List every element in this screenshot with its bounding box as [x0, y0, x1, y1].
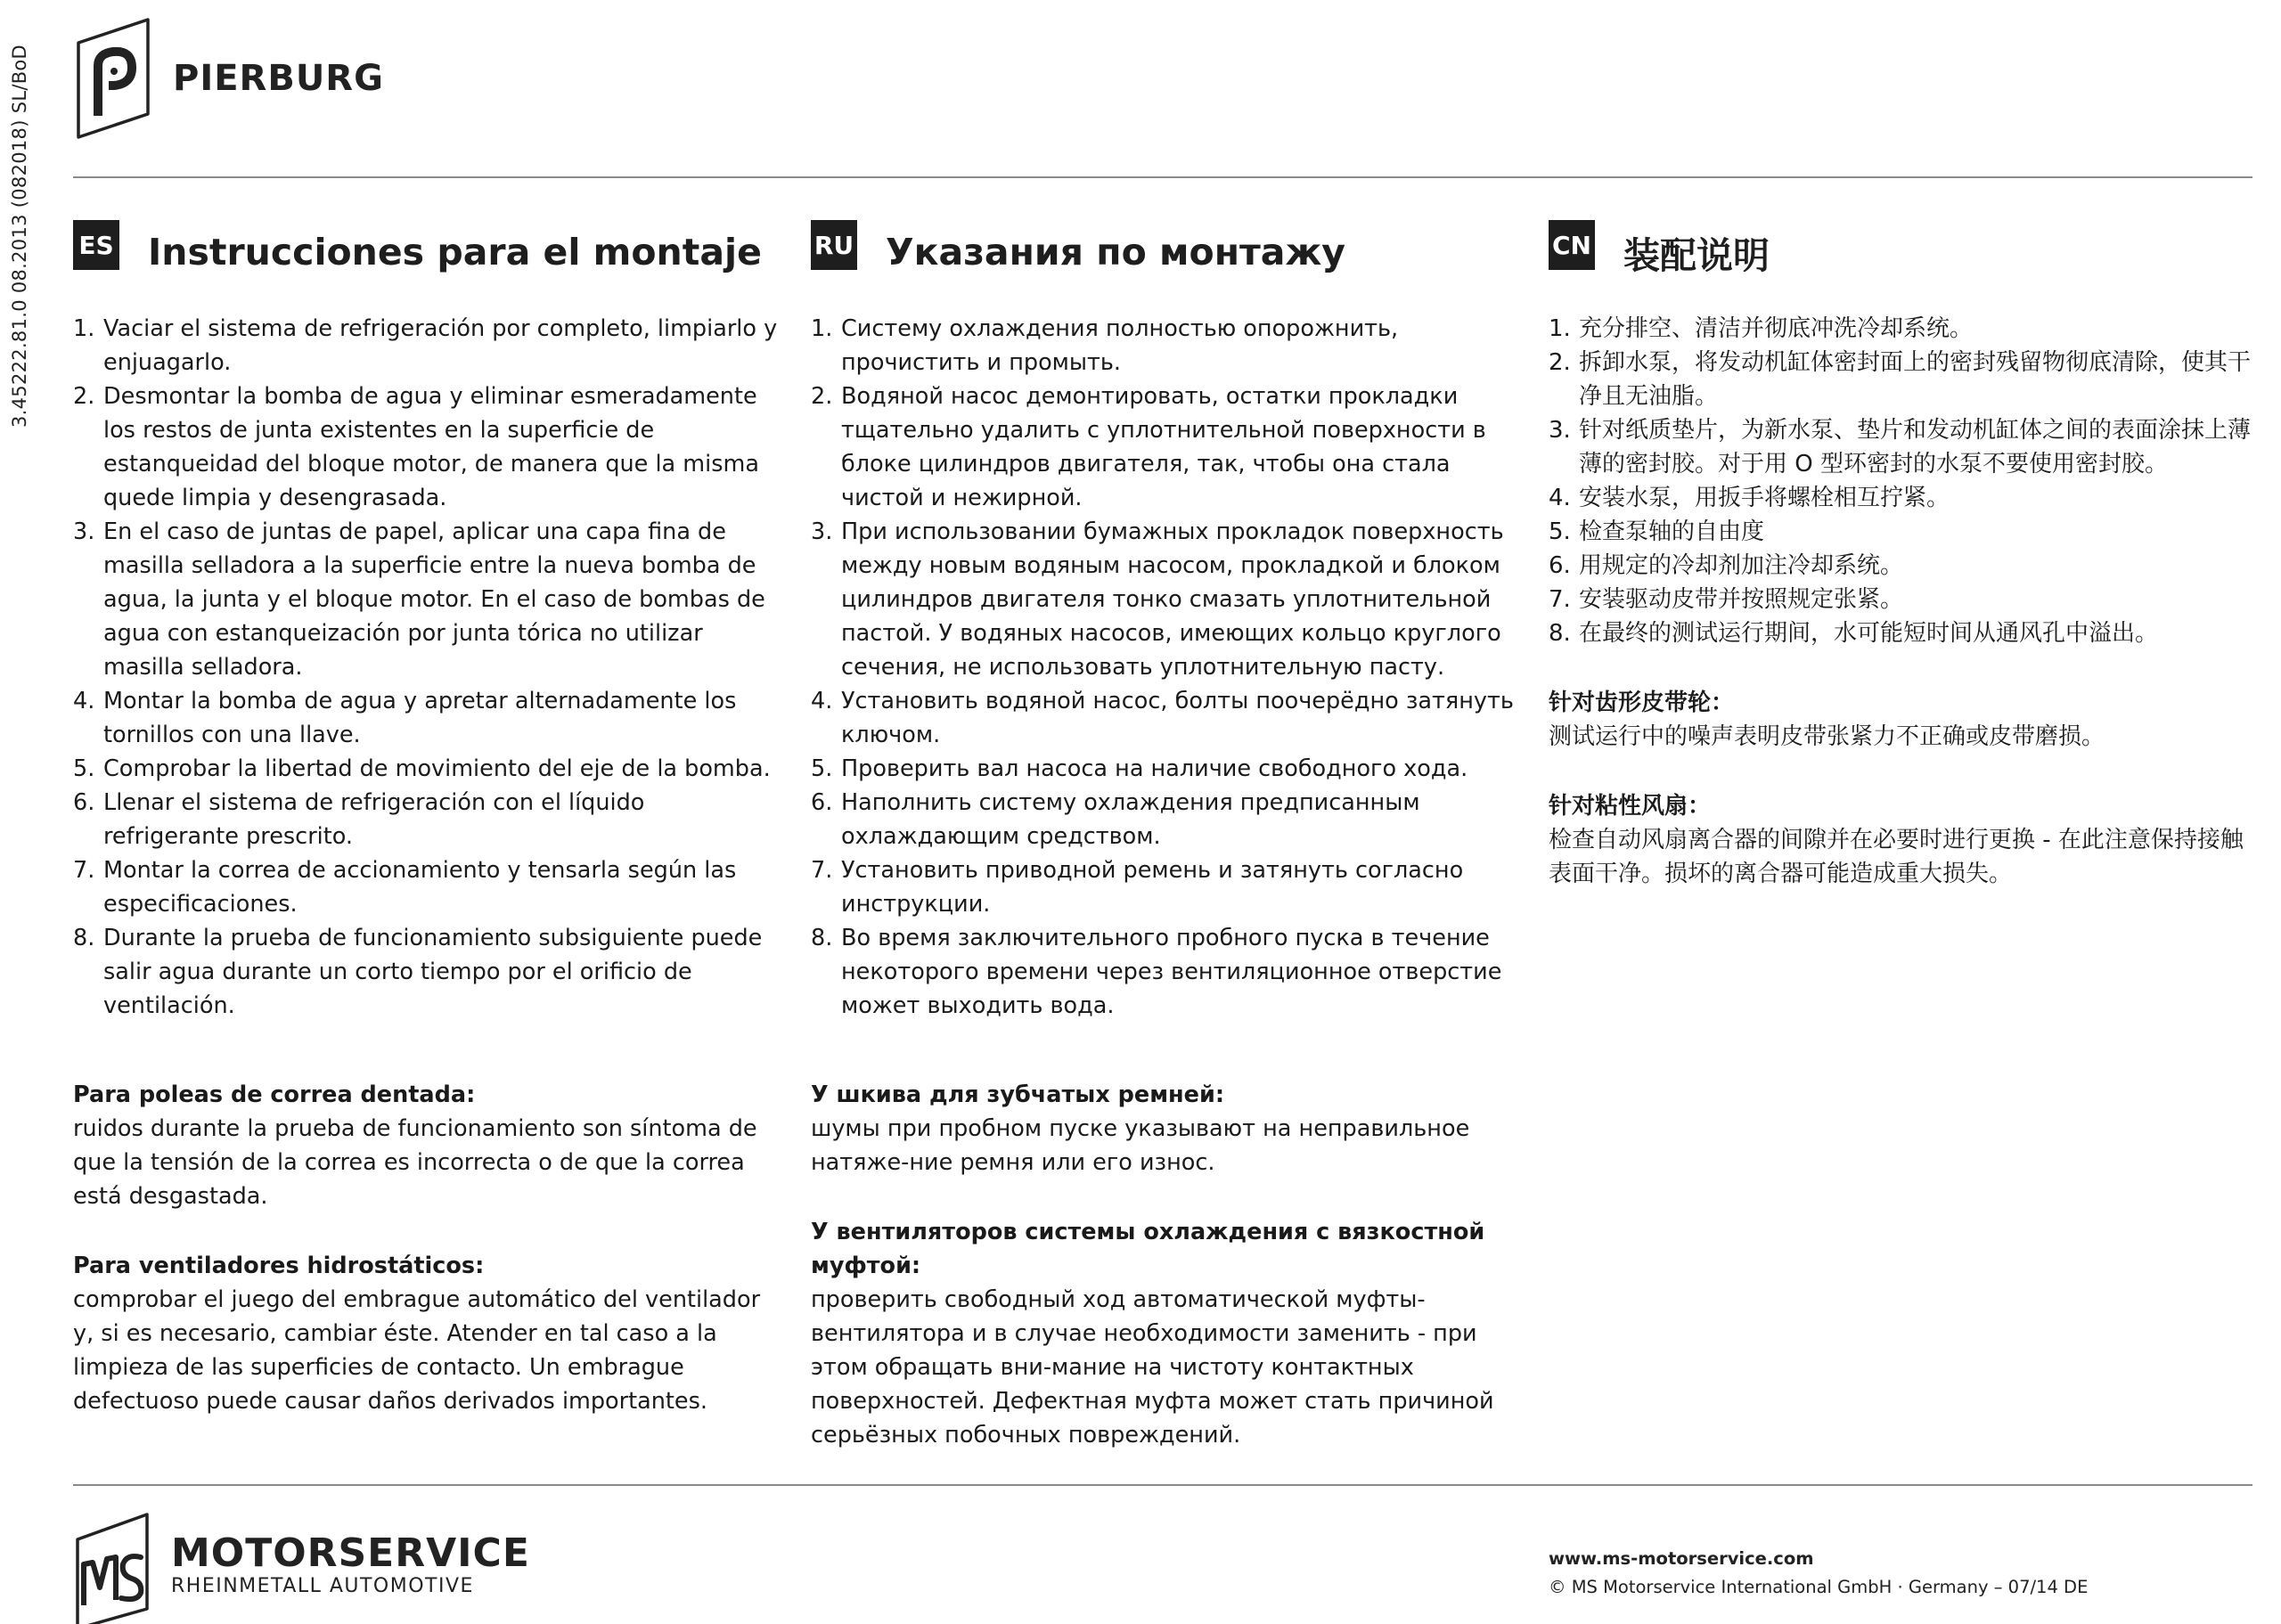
steps-list: [1549, 312, 2261, 650]
language-badge: RU: [811, 220, 857, 270]
column-cn: [1549, 214, 2261, 891]
step-item: 2. Desmontar la bomba de agua y eliminar esmeradamente los restos de junta existentes en la superficie de estanqueidad del bloque motor, de manera que la misma quede limpia y desengrasada.: [73, 383, 759, 511]
step-item: 3. En el caso de juntas de papel, aplicar una capa fina de masilla selladora a la superficie entre la nueva bomba de agua, la junta y el bloque motor. En el caso de bombas de agua con estanqueización por junta tórica no utilizar masilla selladora.: [73, 518, 765, 681]
step-item: 8. Durante la prueba de funcionamiento subsiguiente puede salir agua durante un corto tiempo por el orificio de ventilación.: [73, 925, 763, 1019]
language-badge: CN: [1549, 220, 1595, 270]
step-item: 2. 拆卸水泵，将发动机缸体密封面上的密封残留物彻底清除，使其干净且无油脂。: [1549, 349, 2252, 410]
note-title: У вентиляторов системы охлаждения с вязкостной муфтой:: [811, 1219, 1485, 1279]
motorservice-logo: [73, 1506, 530, 1624]
step-item: 4. Montar la bomba de agua y apretar alternadamente los tornillos con una llave.: [73, 688, 737, 748]
note-title: 针对粘性风扇：: [1549, 793, 1712, 820]
note-block: [73, 1249, 786, 1418]
note-block: [811, 1215, 1524, 1452]
bottom-divider: [73, 1484, 2252, 1486]
footer-brand-name: MOTORSERVICE: [171, 1530, 530, 1576]
steps-list: [73, 312, 786, 1023]
step-item: 8. 在最终的测试运行期间，水可能短时间从通风孔中溢出。: [1549, 620, 2159, 647]
step-item: 5. 检查泵轴的自由度: [1549, 518, 1765, 545]
top-divider: [73, 176, 2252, 178]
copyright-text: © MS Motorservice International GmbH · Germany – 07/14 DE: [1549, 1577, 2089, 1597]
steps-list: [811, 312, 1524, 1023]
brand-name: PIERBURG: [173, 58, 384, 99]
column-title: Instrucciones para el montaje: [148, 231, 762, 273]
note-block: [1549, 789, 2261, 891]
ms-emblem-icon: [73, 1506, 151, 1624]
step-item: 5. Comprobar la libertad de movimiento del eje de la bomba.: [73, 755, 771, 782]
step-item: 6. Наполнить систему охлаждения предписанным охлаждающим средством.: [811, 789, 1420, 850]
step-item: 7. Установить приводной ремень и затянуть согласно инструкции.: [811, 857, 1464, 918]
note-title: 针对齿形皮带轮：: [1549, 690, 1735, 716]
step-item: 1. 充分排空、清洁并彻底冲洗冷却系统。: [1549, 315, 1974, 342]
pierburg-emblem-icon: [73, 16, 153, 141]
column-header: [73, 214, 786, 276]
note-text: 检查自动风扇离合器的间隙并在必要时进行更换 - 在此注意保持接触表面干净。损坏的离合器可能造成重大损失。: [1549, 827, 2244, 887]
document-code-text: 3.45222.81.0 08.2013 (082018) SL/BoD: [9, 44, 30, 428]
website-link[interactable]: www.ms-motorservice.com: [1549, 1548, 1814, 1569]
footer-brand-sub: RHEINMETALL AUTOMOTIVE: [171, 1575, 474, 1597]
note-block: [811, 1078, 1524, 1179]
note-text: проверить свободный ход автоматической муфты-вентилятора и в случае необходимости заменить - при этом обращать вни-мание на чистоту контактных поверхностей. Дефектная муфта может стать причиной серьёзных побочных повреждений.: [811, 1286, 1494, 1449]
column-ru: [811, 214, 1524, 1452]
column-title: Указания по монтажу: [886, 231, 1345, 273]
step-item: 4. 安装水泵，用扳手将螺栓相互拧紧。: [1549, 485, 1950, 511]
step-item: 7. 安装驱动皮带并按照规定张紧。: [1549, 586, 1904, 613]
step-item: 7. Montar la correa de accionamiento y tensarla según las especificaciones.: [73, 857, 737, 918]
step-item: 8. Во время заключительного пробного пуска в течение некоторого времени через вентиляционное отверстие может выходить вода.: [811, 925, 1502, 1019]
column-title: 装配说明: [1623, 233, 1770, 277]
step-item: 3. 针对纸质垫片，为新水泵、垫片和发动机缸体之间的表面涂抹上薄薄的密封胶。对于用 O 型环密封的水泵不要使用密封胶。: [1549, 417, 2252, 477]
note-text: 测试运行中的噪声表明皮带张紧力不正确或皮带磨损。: [1549, 723, 2105, 750]
note-title: У шкива для зубчатых ремней:: [811, 1081, 1225, 1108]
step-item: 1. Vaciar el sistema de refrigeración por completo, limpiarlo y enjuagarlo.: [73, 315, 778, 376]
note-text: comprobar el juego del embrague automático del ventilador y, si es necesario, cambiar éste. Atender en tal caso a la limpieza de las superficies de contacto. Un embrague defectuoso puede causar daños derivados importantes.: [73, 1286, 761, 1415]
note-title: Para ventiladores hidrostáticos:: [73, 1253, 485, 1279]
step-item: 6. 用规定的冷却剂加注冷却系统。: [1549, 552, 1904, 579]
step-item: 1. Систему охлаждения полностью опорожнить, прочистить и промыть.: [811, 315, 1399, 376]
pierburg-logo: [73, 16, 384, 141]
step-item: 3. При использовании бумажных прокладок поверхность между новым водяным насосом, прокладкой и блоком цилиндров двигателя тонко смазать уплотнительной пастой. У водяных насосов, имеющих кольцо круглого сечения, не использовать уплотнительную пасту.: [811, 518, 1504, 681]
note-block: [1549, 686, 2261, 754]
column-header: [1549, 214, 2261, 276]
step-item: 4. Установить водяной насос, болты поочерёдно затянуть ключом.: [811, 688, 1514, 748]
step-item: 5. Проверить вал насоса на наличие свободного хода.: [811, 755, 1468, 782]
note-text: шумы при пробном пуске указывают на неправильное натяже-ние ремня или его износ.: [811, 1115, 1470, 1176]
step-item: 2. Водяной насос демонтировать, остатки прокладки тщательно удалить с уплотнительной поверхности в блоке цилиндров двигателя, так, чтобы она стала чистой и нежирной.: [811, 383, 1486, 511]
column-es: [73, 214, 786, 1418]
note-title: Para poleas de correa dentada:: [73, 1081, 476, 1108]
column-header: [811, 214, 1524, 276]
language-badge: ES: [73, 220, 119, 270]
document-code: [5, 18, 32, 428]
step-item: 6. Llenar el sistema de refrigeración con el líquido refrigerante prescrito.: [73, 789, 645, 850]
note-block: [73, 1078, 786, 1213]
footer-info: [1549, 1545, 2088, 1602]
note-text: ruidos durante la prueba de funcionamiento son síntoma de que la tensión de la correa es incorrecta o de que la correa está desgastada.: [73, 1115, 757, 1210]
